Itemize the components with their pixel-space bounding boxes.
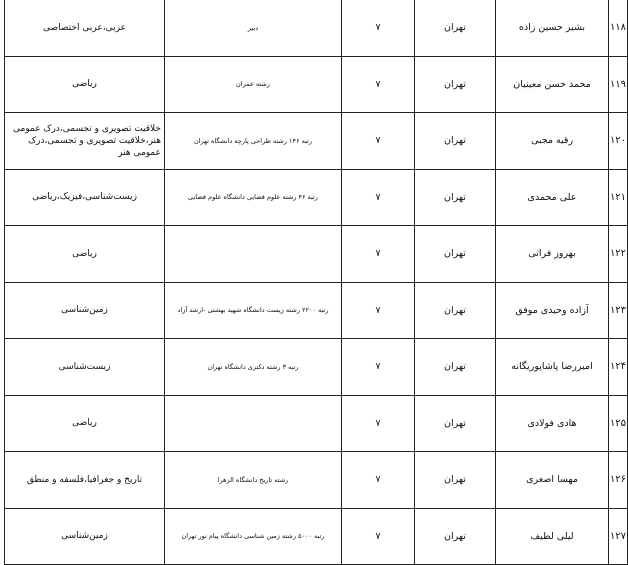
teacher-name: هادی فولادی <box>496 395 609 452</box>
grade: ۷ <box>342 169 415 226</box>
table-row <box>5 508 628 565</box>
qualification-note: رتبه ۴۶ رشته علوم قضایی دانشگاه علوم قضایی <box>165 169 342 226</box>
teacher-name: رقیه مجبی <box>496 113 609 170</box>
grade: ۷ <box>342 113 415 170</box>
grade: ۷ <box>342 508 415 565</box>
city: تهران <box>415 169 496 226</box>
teaching-subject: زمین‌شناسی <box>5 282 165 339</box>
city: تهران <box>415 226 496 283</box>
grade: ۷ <box>342 282 415 339</box>
teaching-subject: زیست‌شناسی،فیزیک،ریاضی <box>5 169 165 226</box>
qualification-note: رشته تاریخ دانشگاه الزهرا <box>165 452 342 509</box>
grade: ۷ <box>342 339 415 396</box>
teaching-subject: ریاضی <box>5 226 165 283</box>
city: تهران <box>415 395 496 452</box>
teaching-subject: تاریخ و جغرافیا،فلسفه و منطق <box>5 452 165 509</box>
row-number: ۱۲۷ <box>609 508 628 565</box>
qualification-note: دبیر <box>165 0 342 56</box>
table-row <box>5 395 628 452</box>
grade: ۷ <box>342 0 415 56</box>
row-number: ۱۱۹ <box>609 56 628 113</box>
qualification-note: رتبه ۲۲۰۰ رشته زیست دانشگاه شهید بهشتی -ارشد آزاد <box>165 282 342 339</box>
grade: ۷ <box>342 56 415 113</box>
teacher-name: لیلی لطیف <box>496 508 609 565</box>
row-number: ۱۲۱ <box>609 169 628 226</box>
teacher-name: بهروز فراتی <box>496 226 609 283</box>
teaching-subject: زیست‌شناسی <box>5 339 165 396</box>
grade: ۷ <box>342 452 415 509</box>
row-number: ۱۲۳ <box>609 282 628 339</box>
teacher-name: امیررضا پاشاپوریگانه <box>496 339 609 396</box>
teacher-name: بشیر حسین زاده <box>496 0 609 56</box>
table-row <box>5 226 628 283</box>
qualification-note <box>165 395 342 452</box>
city: تهران <box>415 56 496 113</box>
teachers-table <box>4 0 628 565</box>
table-row <box>5 56 628 113</box>
table-row <box>5 339 628 396</box>
grade: ۷ <box>342 395 415 452</box>
row-number: ۱۲۶ <box>609 452 628 509</box>
teacher-name: مهسا اصغری <box>496 452 609 509</box>
city: تهران <box>415 508 496 565</box>
grade: ۷ <box>342 226 415 283</box>
table-row <box>5 169 628 226</box>
table-row <box>5 282 628 339</box>
table-row <box>5 0 628 56</box>
teaching-subject: عربی،عربی اختصاصی <box>5 0 165 56</box>
qualification-note <box>165 226 342 283</box>
row-number: ۱۲۴ <box>609 339 628 396</box>
teacher-name: علی محمدی <box>496 169 609 226</box>
city: تهران <box>415 339 496 396</box>
table-row <box>5 113 628 170</box>
city: تهران <box>415 0 496 56</box>
teaching-subject: ریاضی <box>5 395 165 452</box>
table-row <box>5 452 628 509</box>
row-number: ۱۲۵ <box>609 395 628 452</box>
qualification-note: رتبه ۵۰۰۰ رشته زمین شناسی دانشگاه پیام نور تهران <box>165 508 342 565</box>
qualification-note: رتبه ۱۴۶ رشته طراحی پارچه دانشگاه تهران <box>165 113 342 170</box>
row-number: ۱۲۲ <box>609 226 628 283</box>
teaching-subject: ریاضی <box>5 56 165 113</box>
city: تهران <box>415 113 496 170</box>
teacher-name: محمد حسن معینیان <box>496 56 609 113</box>
teacher-name: آزاده وحیدی موفق <box>496 282 609 339</box>
teachers-table-body <box>5 0 628 565</box>
qualification-note: رتبه ۳ رشته دکتری دانشگاه تهران <box>165 339 342 396</box>
qualification-note: رشته عمران <box>165 56 342 113</box>
teaching-subject: زمین‌شناسی <box>5 508 165 565</box>
row-number: ۱۲۰ <box>609 113 628 170</box>
teaching-subject: خلاقیت تصویری و تجسمی،درک عمومی هنر،خلاقیت تصویری و تجسمی،درک عمومی هنر <box>5 113 165 170</box>
row-number: ۱۱۸ <box>609 0 628 56</box>
city: تهران <box>415 452 496 509</box>
city: تهران <box>415 282 496 339</box>
